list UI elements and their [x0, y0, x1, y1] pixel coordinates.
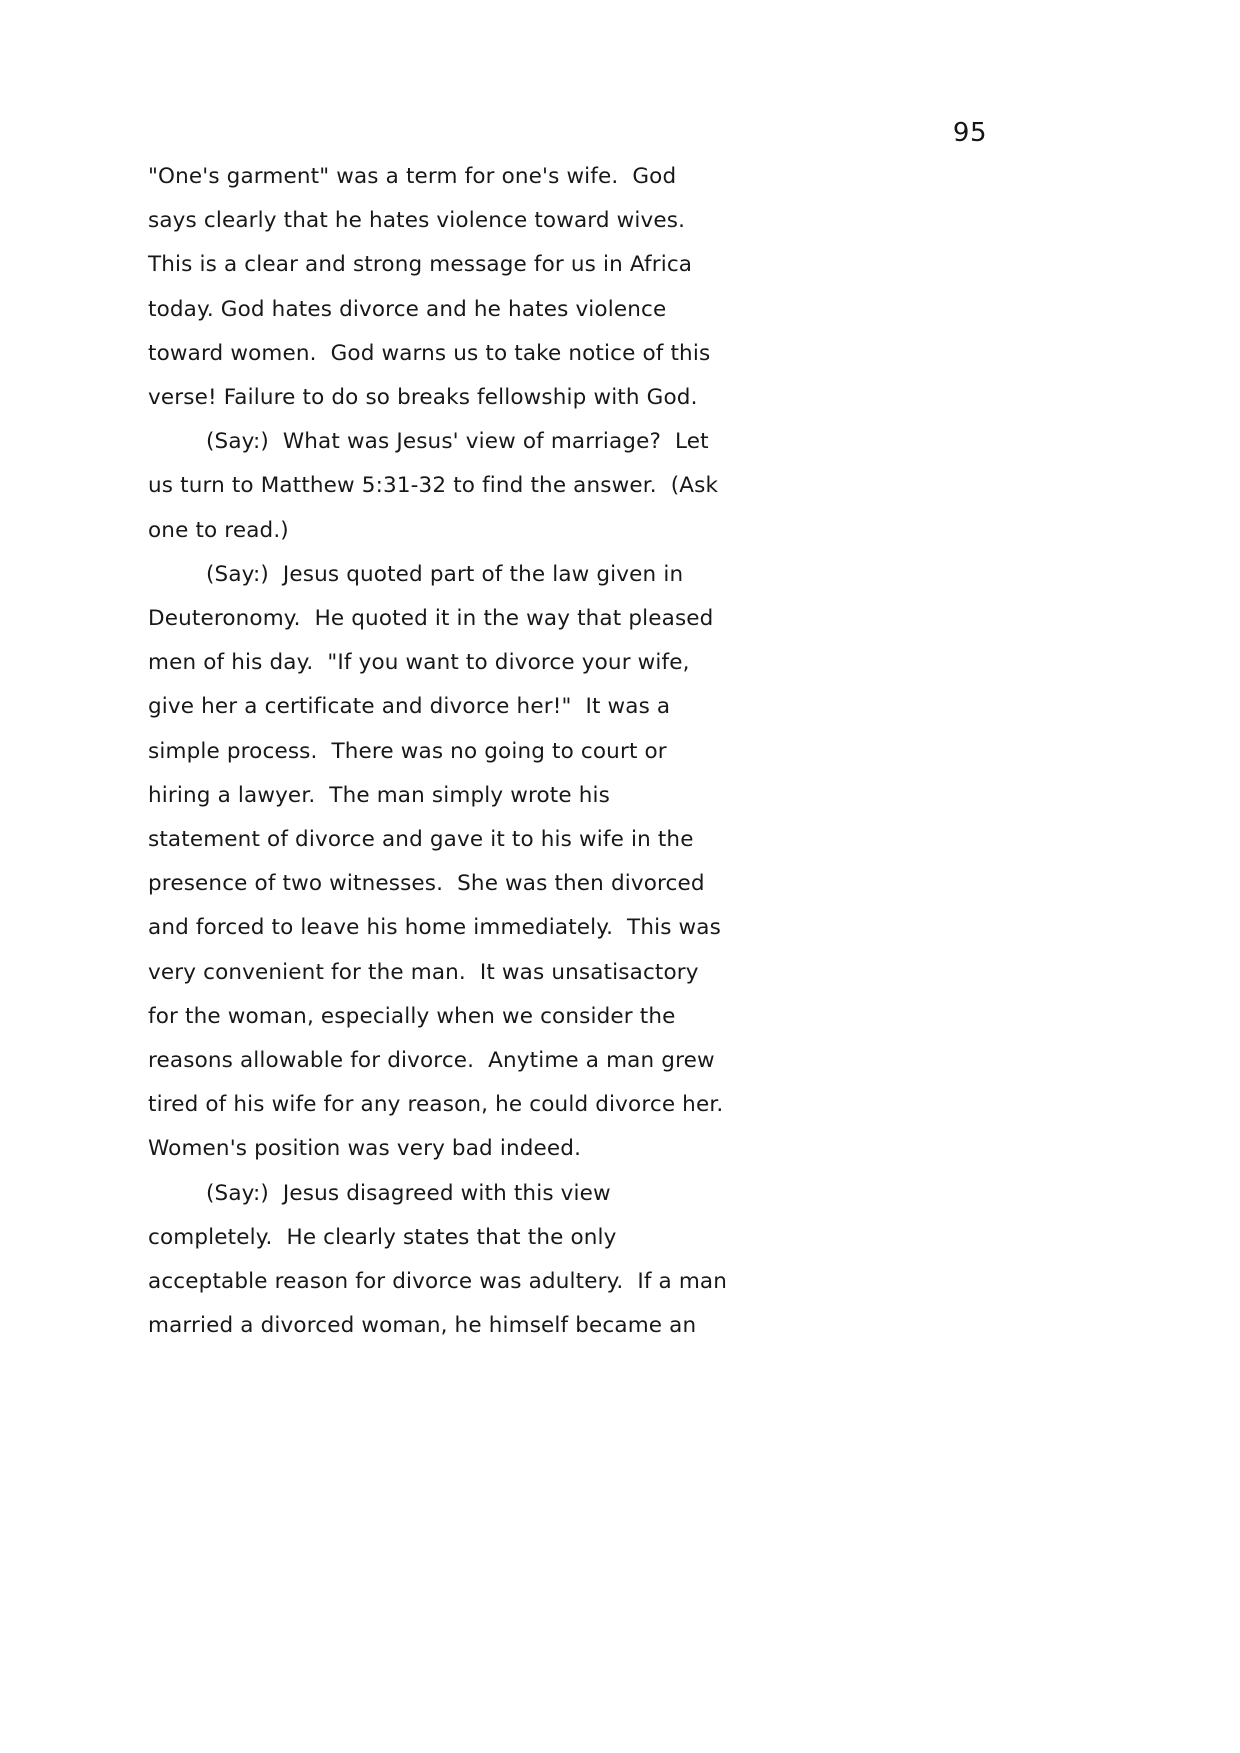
paragraph: (Say:) What was Jesus' view of marriage? Let us turn to Matthew 5:31-32 to find the answer. (Ask one to read.) — [148, 429, 726, 543]
body-text — [148, 155, 738, 1348]
page-number: 95 — [952, 118, 987, 148]
paragraph: "One's garment" was a term for one's wife. God says clearly that he hates violence toward wives. This is a clear and strong message for us in Africa today. God hates divorce and he hates violence toward women. God warns us to take notice of this verse! Failure to do so breaks fellowship with God. — [148, 164, 718, 411]
paragraph: (Say:) Jesus disagreed with this view completely. He clearly states that the only acceptable reason for divorce was adultery. If a man married a divorced woman, he himself became an — [148, 1180, 735, 1339]
paragraph: (Say:) Jesus quoted part of the law given in Deuteronomy. He quoted it in the way that pleased men of his day. "If you want to divorce your wife, give her a certificate and divorce her!" It was a simple process. There was no going to court or hiring a lawyer. The man simply wrote his statement of divorce and gave it to his wife in the presence of two witnesses. She was then divorced and forced to leave his home immediately. This was very convenient for the man. It was unsatisactory for the woman, especially when we consider the reasons allowable for divorce. Anytime a man grew tired of his wife for any reason, he could divorce her. Women's position was very bad indeed. — [148, 561, 738, 1162]
